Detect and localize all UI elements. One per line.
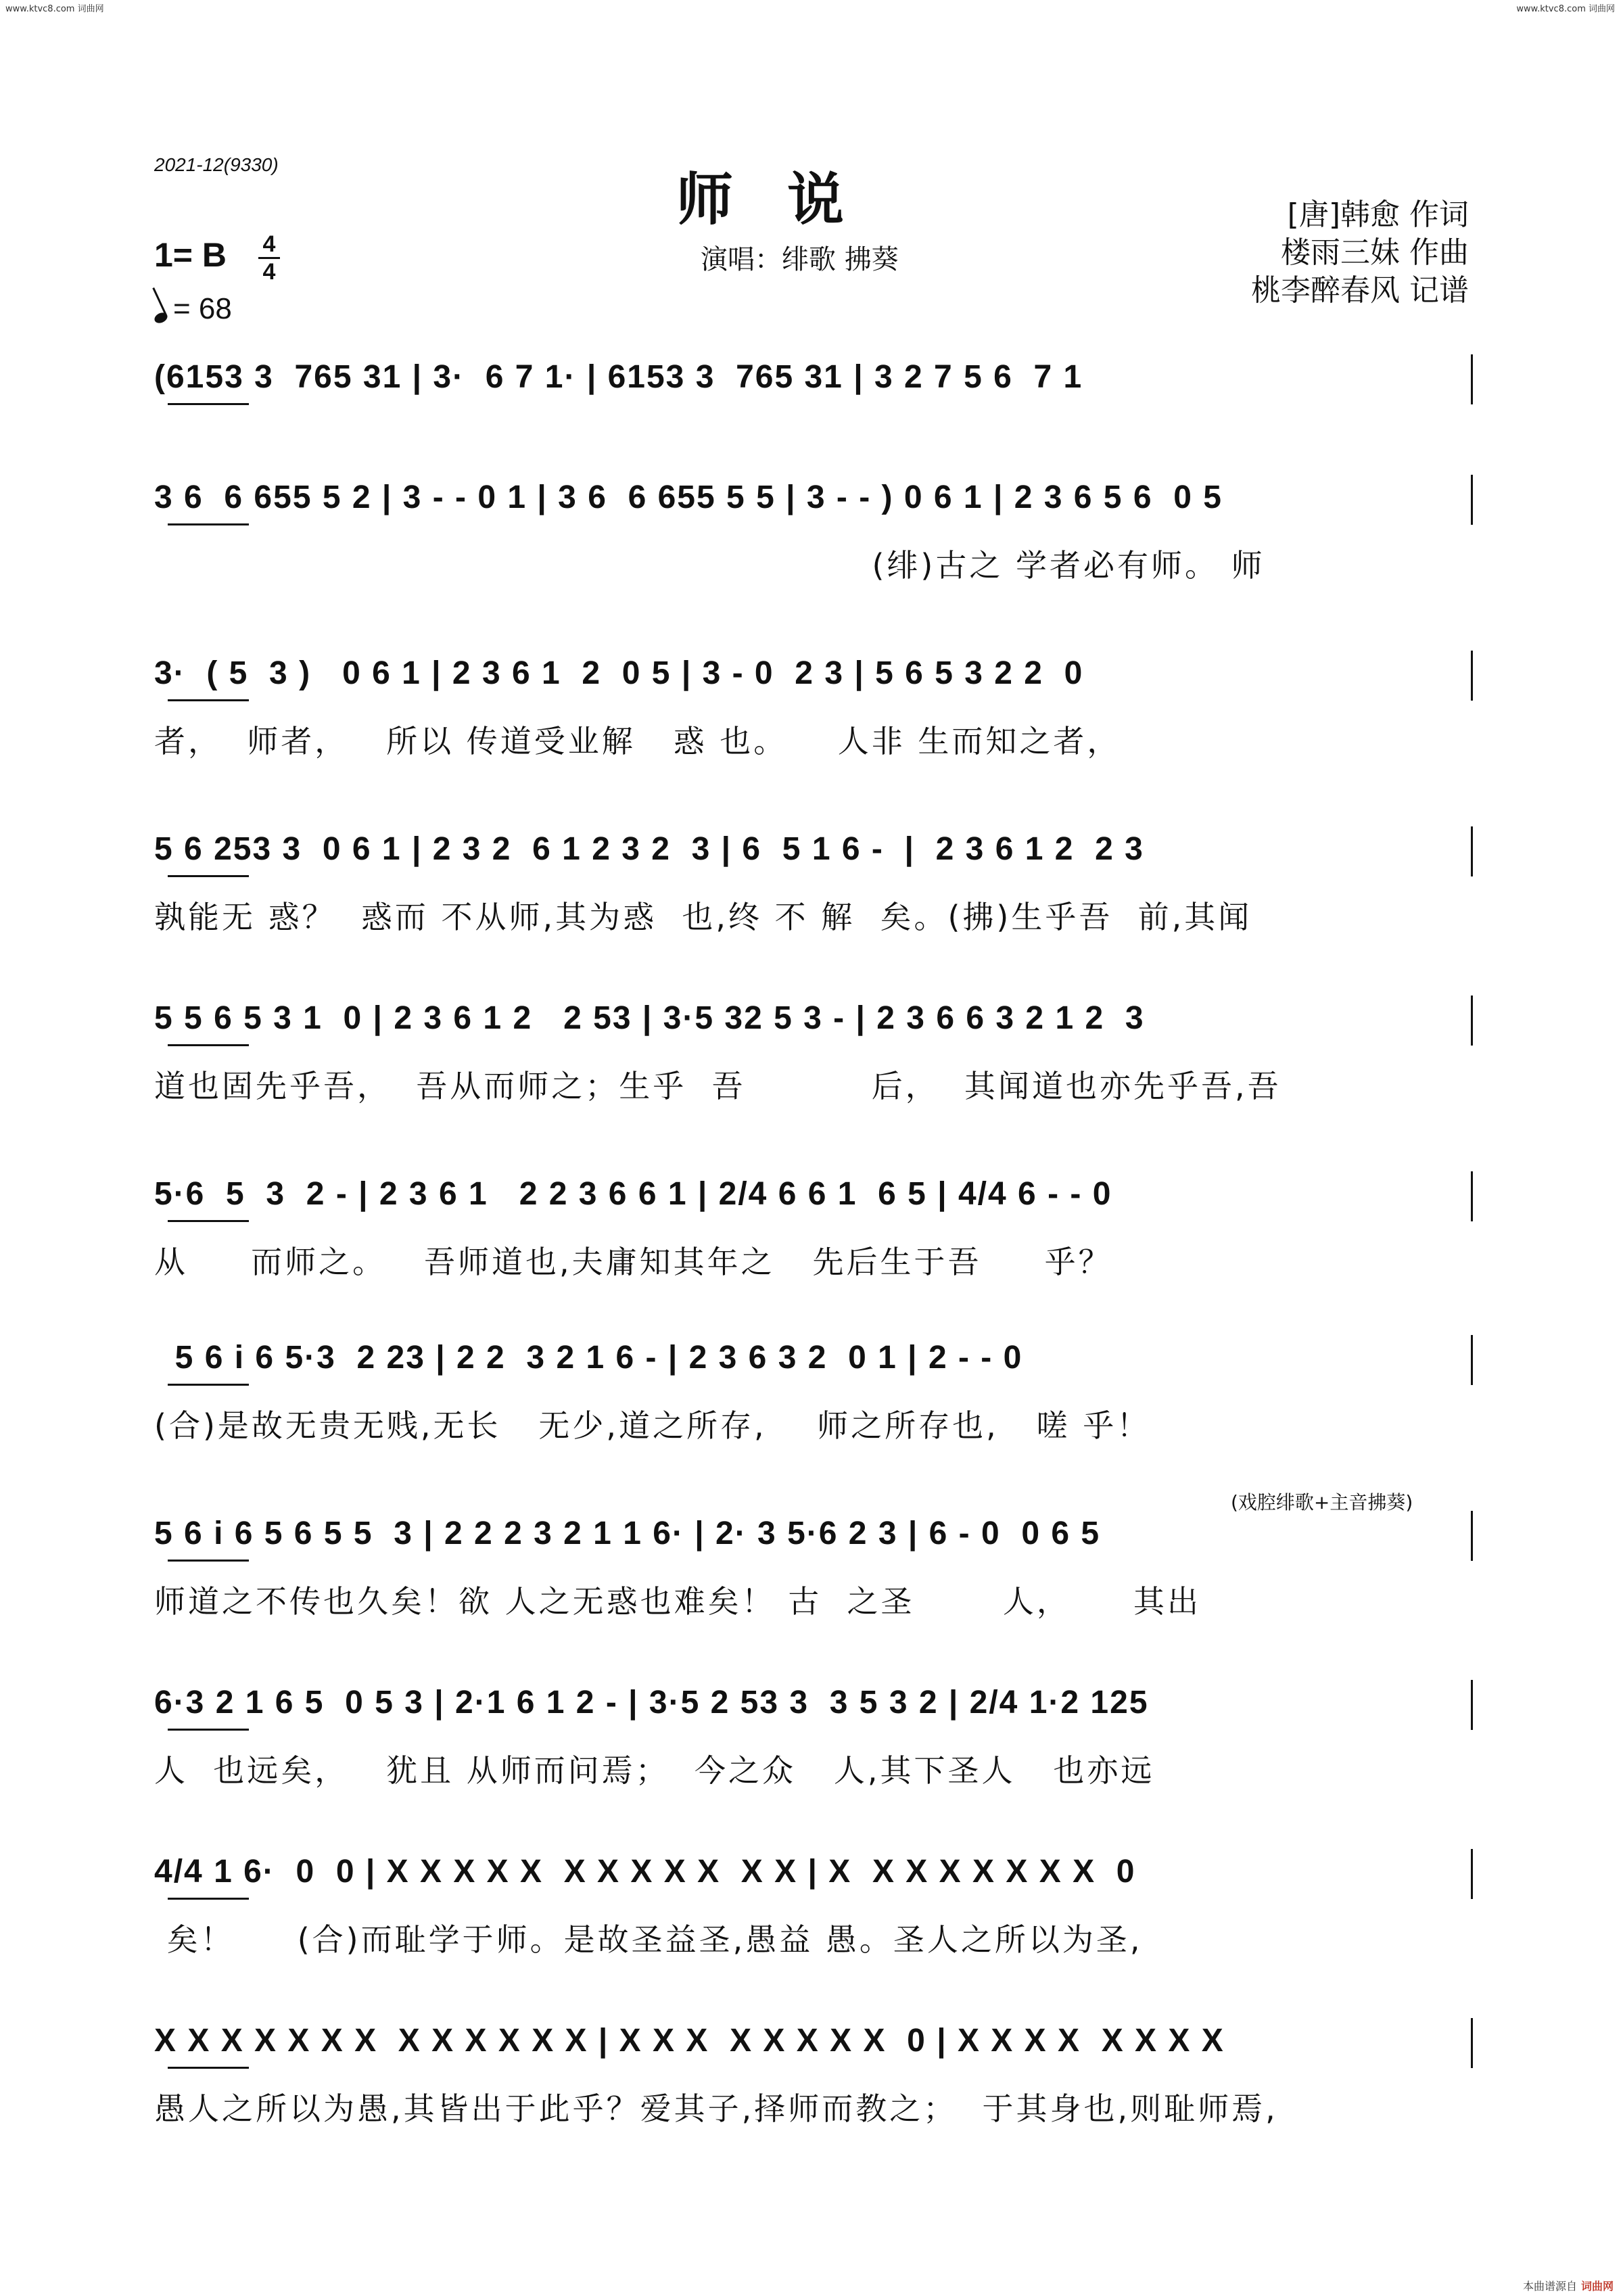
meter-top: 4 xyxy=(262,231,276,257)
notation-line xyxy=(154,1853,1473,1907)
system-end-barline xyxy=(1471,475,1473,525)
jianpu-notes: 5 6 i 6 5 6 5 5 3 | 2 2 2 3 2 1 1 6· | 2· 3 5·6 2 3 | 6 - 0 0 6 5 xyxy=(154,1516,1101,1551)
site-bottom-text: 本曲谱源自 xyxy=(1522,2280,1577,2293)
score-system xyxy=(154,1684,1473,1819)
lyrics-line: 矣！ (合)而耻学于师。是故圣益圣,愚益 愚。圣人之所以为圣, xyxy=(154,1921,1143,1958)
notation-line xyxy=(154,2022,1473,2076)
score-system xyxy=(154,830,1473,966)
tempo-marking xyxy=(154,292,232,326)
beam-underline xyxy=(168,1560,249,1562)
system-end-barline xyxy=(1471,1171,1473,1221)
key-signature: 1= B xyxy=(154,236,227,274)
beam-underline xyxy=(168,875,249,877)
notation-line xyxy=(154,358,1473,413)
site-watermark-top-left: www.ktvc8.com 词曲网 xyxy=(5,4,104,14)
singer-line: 演唱：绯歌 拂葵 xyxy=(701,244,899,275)
jianpu-notes: 6·3 2 1 6 5 0 5 3 | 2·1 6 1 2 - | 3·5 2 53 3 3 5 3 2 | 2/4 1·2 125 xyxy=(154,1685,1149,1720)
lyrics-line: 师道之不传也久矣！欲 人之无惑也难矣！ 古 之圣 人， 其出 xyxy=(154,1583,1201,1620)
lyrics-line: 孰能无 惑？ 惑而 不从师,其为惑 也,终 不 解 矣。(拂)生乎吾 前,其闻 xyxy=(154,899,1252,935)
jianpu-notes: 5 5 6 5 3 1 0 | 2 3 6 1 2 2 53 | 3·5 32 5 3 - | 2 3 6 6 3 2 1 2 3 xyxy=(154,1000,1145,1036)
site-brand: 词曲网 xyxy=(1580,2280,1614,2293)
beam-underline xyxy=(168,1898,249,1900)
credit-lyricist: [唐]韩愈 作词 xyxy=(1287,197,1469,232)
system-end-barline xyxy=(1471,651,1473,701)
lyrics-line: 愚人之所以为愚,其皆出于此乎？爱其子,择师而教之； 于其身也,则耻师焉, xyxy=(154,2090,1278,2127)
beam-underline xyxy=(168,1220,249,1222)
notation-line xyxy=(154,655,1473,709)
score-system xyxy=(154,1339,1473,1474)
notation-line xyxy=(154,479,1473,533)
credit-transcriber: 桃李醉春风 记谱 xyxy=(1251,273,1469,308)
credits-block xyxy=(1198,196,1469,310)
lyrics-line: 道也固先乎吾， 吾从而师之；生乎 吾 后， 其闻道也亦先乎吾,吾 xyxy=(154,1068,1281,1104)
jianpu-notes: 5 6 i 6 5·3 2 23 | 2 2 3 2 1 6 - | 2 3 6 3 2 0 1 | 2 - - 0 xyxy=(154,1340,1023,1376)
beam-underline xyxy=(168,699,249,701)
beam-underline xyxy=(168,523,249,525)
lyrics-line: 者， 师者， 所以 传道受业解 惑 也。 人非 生而知之者， xyxy=(154,723,1121,759)
vocal-annotation: (戏腔绯歌+主音拂葵) xyxy=(1231,1491,1413,1514)
system-end-barline xyxy=(1471,995,1473,1046)
lyrics-line: (合)是故无贵无贱,无长 无少,道之所存, 师之所存也, 嗟 乎！ xyxy=(154,1407,1151,1444)
notation-line xyxy=(154,1684,1473,1738)
jianpu-notes: 3· ( 5 3 ) 0 6 1 | 2 3 6 1 2 0 5 | 3 - 0 2 3 | 5 6 5 3 2 2 0 xyxy=(154,655,1084,691)
jianpu-notes: 5 6 253 3 0 6 1 | 2 3 2 6 1 2 3 2 3 | 6 5 1 6 - | 2 3 6 1 2 2 3 xyxy=(154,831,1144,867)
tempo-value: = 68 xyxy=(173,292,232,325)
notation-line xyxy=(154,1000,1473,1054)
song-title: 师说 xyxy=(676,166,899,233)
beam-underline xyxy=(168,1044,249,1046)
beam-underline xyxy=(168,1384,249,1386)
credit-composer: 楼雨三妹 作曲 xyxy=(1281,235,1469,270)
jianpu-notes: 3 6 6 655 5 2 | 3 - - 0 1 | 3 6 6 655 5 5 | 3 - - ) 0 6 1 | 2 3 6 5 6 0 5 xyxy=(154,479,1223,515)
score-system xyxy=(154,655,1473,790)
jianpu-notes: (6153 3 765 31 | 3· 6 7 1· | 6153 3 765 31 | 3 2 7 5 6 7 1 xyxy=(154,359,1083,395)
time-signature xyxy=(256,233,283,283)
score-system xyxy=(154,479,1473,614)
jianpu-notes: X X X X X X X X X X X X X | X X X X X X X X 0 | X X X X X X X X xyxy=(154,2023,1225,2059)
jianpu-notes: 4/4 1 6· 0 0 | X X X X X X X X X X X X | X X X X X X X X 0 xyxy=(154,1854,1136,1890)
notation-line xyxy=(154,1339,1473,1393)
site-watermark-top-right: www.ktvc8.com 词曲网 xyxy=(1516,4,1615,14)
system-end-barline xyxy=(1471,2018,1473,2068)
score-system xyxy=(154,1000,1473,1135)
lyrics-line: 从 而师之。 吾师道也,夫庸知其年之 先后生于吾 乎？ xyxy=(154,1244,1112,1280)
beam-underline xyxy=(168,2067,249,2069)
notation-line xyxy=(154,830,1473,885)
meter-bottom: 4 xyxy=(262,259,276,285)
score-system xyxy=(154,1853,1473,1988)
score-system xyxy=(154,358,1473,494)
score-system xyxy=(154,1515,1473,1650)
system-end-barline xyxy=(1471,1680,1473,1730)
score-system xyxy=(154,1175,1473,1311)
beam-underline xyxy=(168,403,249,405)
lyrics-line: 人 也远矣， 犹且 从师而问焉； 今之众 人,其下圣人 也亦远 xyxy=(154,1752,1155,1789)
system-end-barline xyxy=(1471,354,1473,404)
system-end-barline xyxy=(1471,1511,1473,1561)
site-watermark-bottom xyxy=(1523,2278,1614,2293)
score-serial: 2021-12(9330) xyxy=(154,154,279,175)
jianpu-notes: 5·6 5 3 2 - | 2 3 6 1 2 2 3 6 6 1 | 2/4 6 6 1 6 5 | 4/4 6 - - 0 xyxy=(154,1176,1112,1212)
beam-underline xyxy=(168,1729,249,1731)
system-end-barline xyxy=(1471,1849,1473,1899)
quarter-note-icon xyxy=(153,310,169,325)
notation-line xyxy=(154,1515,1473,1569)
notation-line xyxy=(154,1175,1473,1229)
lyrics-line: (绯)古之 学者必有师。 师 xyxy=(154,547,1265,584)
system-end-barline xyxy=(1471,826,1473,876)
system-end-barline xyxy=(1471,1335,1473,1385)
score-system xyxy=(154,2022,1473,2157)
